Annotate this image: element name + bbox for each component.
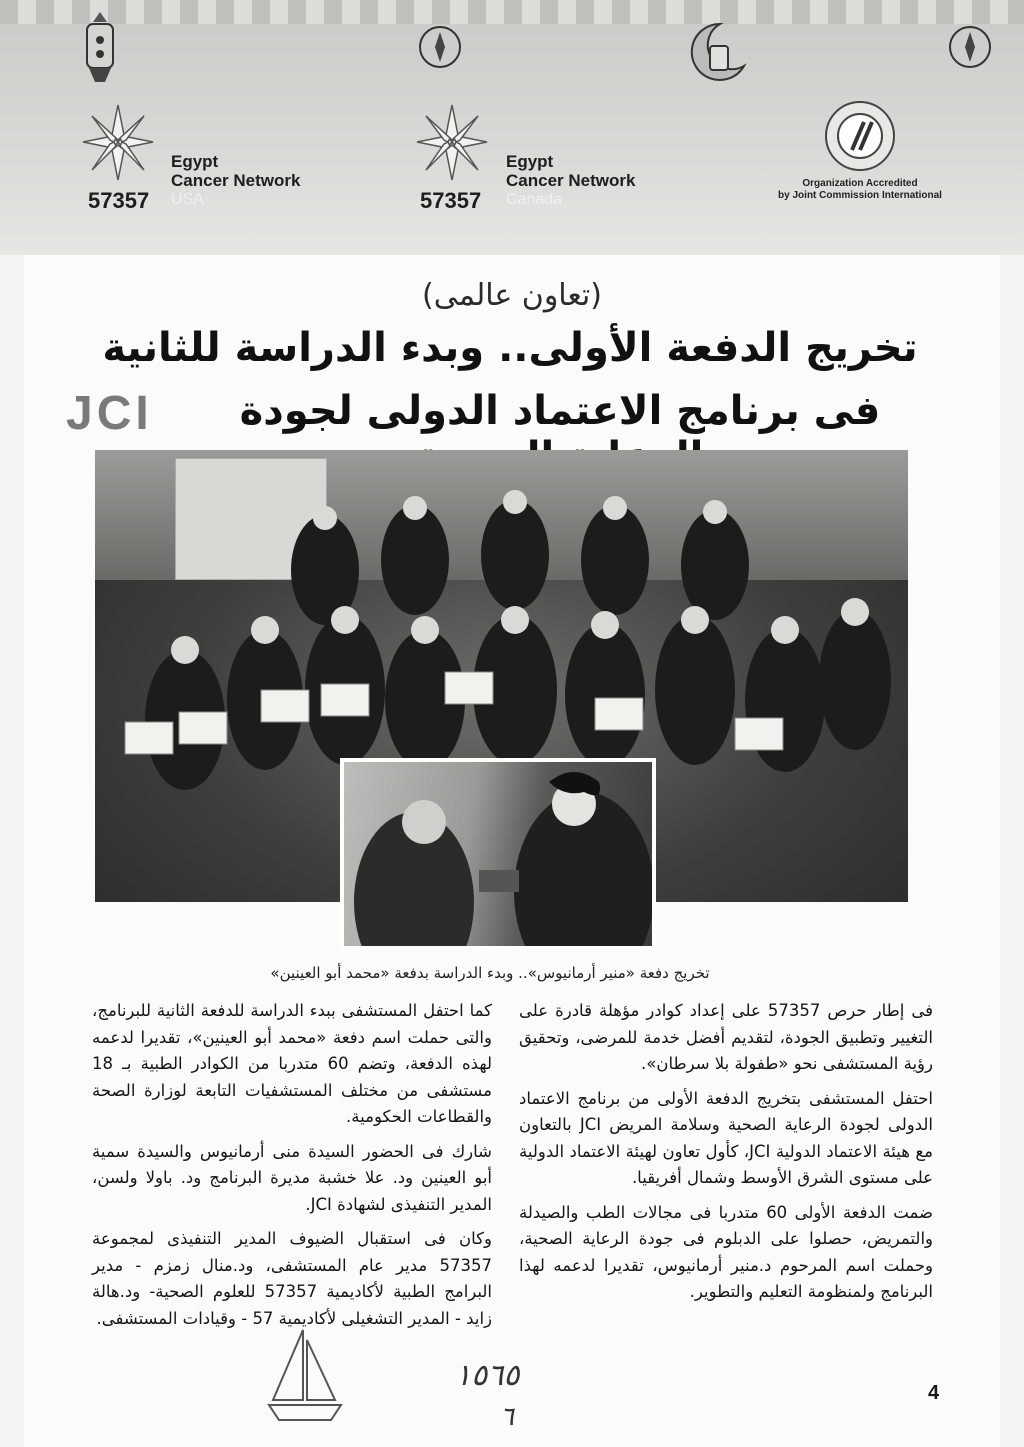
logo-number: 57357	[88, 188, 150, 213]
jci-seal-icon	[812, 98, 908, 174]
lantern-icon	[75, 10, 125, 90]
section-tag: (تعاون عالمى)	[422, 278, 602, 313]
logo-name	[506, 152, 635, 209]
headline-line-1: تخريج الدفعة الأولى.. وبدء الدراسة للثانية	[102, 325, 918, 371]
logo-country: Canada	[506, 191, 563, 208]
article-column-left	[92, 998, 492, 1340]
logo-line2: Cancer Network	[506, 171, 636, 190]
decorative-strip	[0, 0, 1024, 24]
paragraph: كما احتفل المستشفى ببدء الدراسة للدفعة الثانية للبرنامج، والتى حملت اسم دفعة «محمد أبو العينين»، تقديرا لدعمه لهذه الدفعة، وتضم 60 متدربا من الكوادر الطبية بـ 18 مستشفى من مختلف المستشفيات التابعة لوزارة الصحة والقطاعات الحكومية.	[92, 1001, 492, 1126]
logo-name	[171, 152, 300, 209]
paragraph: وكان فى استقبال الضيوف المدير التنفيذى لمجموعة 57357 مدير عام المستشفى، ود.منال زمزم - مدير البرامج الطبية لأكاديمية 57357 للعلوم الصحية- ود.هالة زايد - المدير التشغيلى لأكاديمية 57 - وقيادات المستشفى.	[92, 1229, 492, 1328]
jci-caption	[770, 178, 950, 202]
handshake-illustration	[344, 762, 652, 946]
paragraph: احتفل المستشفى بتخريج الدفعة الأولى من برنامج الاعتماد الدولى لجودة الرعاية الصحية وسلامة المريض JCI بالتعاون مع هيئة الاعتماد الدولية JCI، كأول تعاون لهيئة الاعتماد الدولية على مستوى الشرق الأوسط وشمال أفريقيا.	[519, 1088, 933, 1187]
star-logo-icon	[412, 100, 492, 185]
jci-line2: by Joint Commission International	[778, 190, 942, 201]
logo-line1: Egypt	[506, 152, 554, 171]
inset-photo-image	[344, 762, 652, 946]
headline-line-2: فى برنامج الاعتماد الدولى لجودة	[239, 388, 881, 434]
jci-line1: Organization Accredited	[802, 178, 918, 189]
paragraph: شارك فى الحضور السيدة منى أرمانيوس والسيدة سمية أبو العينين ود. علا خشبة مديرة البرنامج ود. باولا ولسن، المدير التنفيذى لشهادة JCI.	[92, 1141, 492, 1214]
emblem-icon	[415, 22, 465, 72]
handwritten-note: ٦	[500, 1402, 514, 1432]
inset-photo	[340, 758, 656, 950]
handwritten-note: ١٥٦٥	[455, 1358, 520, 1393]
page-number: 4	[928, 1382, 940, 1404]
paragraph: فى إطار حرص 57357 على إعداد كوادر مؤهلة قادرة على التغيير وتطبيق الجودة، لتقديم أفضل خدمة للمرضى، وتحقيق رؤية المستشفى نحو «طفولة بلا سرطان».	[519, 1001, 934, 1073]
paragraph: ضمت الدفعة الأولى 60 متدربا فى مجالات الطب والصيدلة والتمريض، حصلوا على الدبلوم فى جودة الرعاية الصحية، وحملت اسم المرحوم د.منير أرمانيوس، تقديرا لدعمه لهذا البرنامج ولمنظومة التعليم والتطوير.	[519, 1202, 934, 1301]
photo-caption: تخريج دفعة «منير أرمانيوس».. وبدء الدراسة بدفعة «محمد أبو العينين»	[270, 964, 710, 982]
star-logo-icon	[78, 100, 158, 185]
logo-country: USA	[171, 191, 204, 208]
logo-line1: Egypt	[171, 152, 219, 171]
jci-logo: JCI	[66, 387, 153, 440]
logo-number: 57357	[420, 188, 482, 213]
emblem-icon	[945, 22, 995, 72]
logo-line2: Cancer Network	[171, 171, 301, 190]
header-banner	[0, 0, 1024, 255]
crescent-lantern-icon	[680, 18, 750, 88]
article-column-right	[519, 998, 933, 1314]
sailboat-icon	[265, 1325, 345, 1425]
